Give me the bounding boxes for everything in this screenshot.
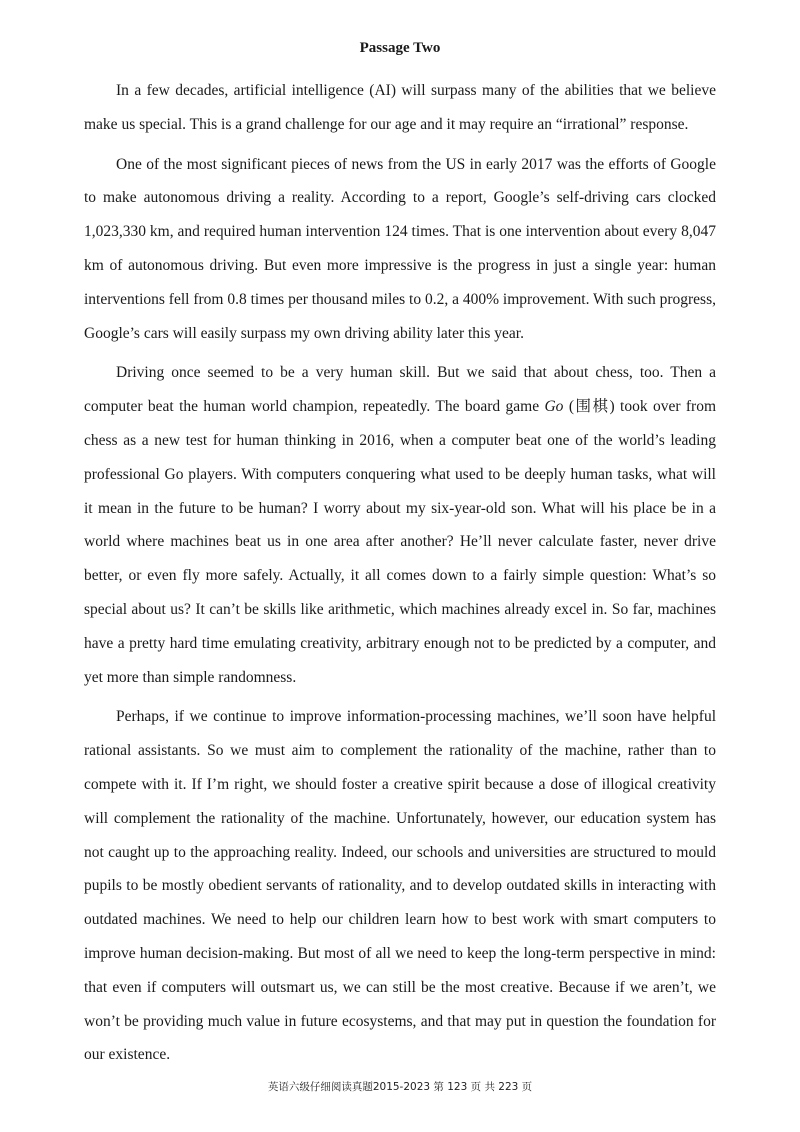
paragraph-2: One of the most significant pieces of news from the US in early 2017 was the efforts of Google to make autonomous driving a reality. According to a report, Google’s self-driving cars clocked 1,023,330 km, and required human intervention 124 times. That is one intervention about every 8,047 km of autonomous driving. But even more impressive is the progress in just a single year: human interventions fell from 0.8 times per thousand miles to 0.2, a 400% improvement. With such progress, Google’s cars will easily surpass my own driving ability later this year. xyxy=(84,155,716,342)
paragraph-3-before: Driving once seemed to be a very human skill. But we said that about chess, too. Then a computer beat the human world champion, repeatedly. The board game xyxy=(84,364,716,416)
passage-title: Passage Two xyxy=(359,40,441,56)
passage-body xyxy=(84,74,716,1078)
paragraph-3-after: (围棋) took over from chess as a new test for human thinking in 2016, when a computer beat one of the world’s leading professional Go players. With computers conquering what used to be deeply human tasks, what will it mean in the future to be human? I worry about my six-year-old son. What will his place be in a world where machines beat us in one area after another? He’ll never calculate faster, never drive better, or even fly more safely. Actually, it all comes down to a fairly simple question: What’s so special about us? It can’t be skills like arithmetic, which machines already excel in. So far, machines have a pretty hard time emulating creativity, arbitrary enough not to be predicted by a computer, and yet more than simple randomness. xyxy=(84,398,716,686)
paragraph-3 xyxy=(84,356,716,694)
page-footer: 英语六级仔细阅读真题2015-2023 第 123 页 共 223 页 xyxy=(267,1081,533,1093)
paragraph-1: In a few decades, artificial intelligence (AI) will surpass many of the abilities that we believe make us special. This is a grand challenge for our age and it may require an “irrational” response. xyxy=(84,82,716,133)
paragraph-3-italic-go: Go xyxy=(544,398,564,416)
paragraph-4: Perhaps, if we continue to improve information-processing machines, we’ll soon have helpful rational assistants. So we must aim to complement the rationality of the machine, rather than to compete with it. If I’m right, we should foster a creative spirit because a dose of illogical creativity will complement the rationality of the machine. Unfortunately, however, our education system has not caught up to the approaching reality. Indeed, our schools and universities are structured to mould pupils to be mostly obedient servants of rationality, and to develop outdated skills in interacting with outdated machines. We need to help our children learn how to best work with smart computers to improve human decision-making. But most of all we need to keep the long-term perspective in mind: that even if computers will outsmart us, we can still be the most creative. Because if we aren’t, we won’t be providing much value in future ecosystems, and that may put in question the foundation for our existence. xyxy=(84,708,716,1064)
